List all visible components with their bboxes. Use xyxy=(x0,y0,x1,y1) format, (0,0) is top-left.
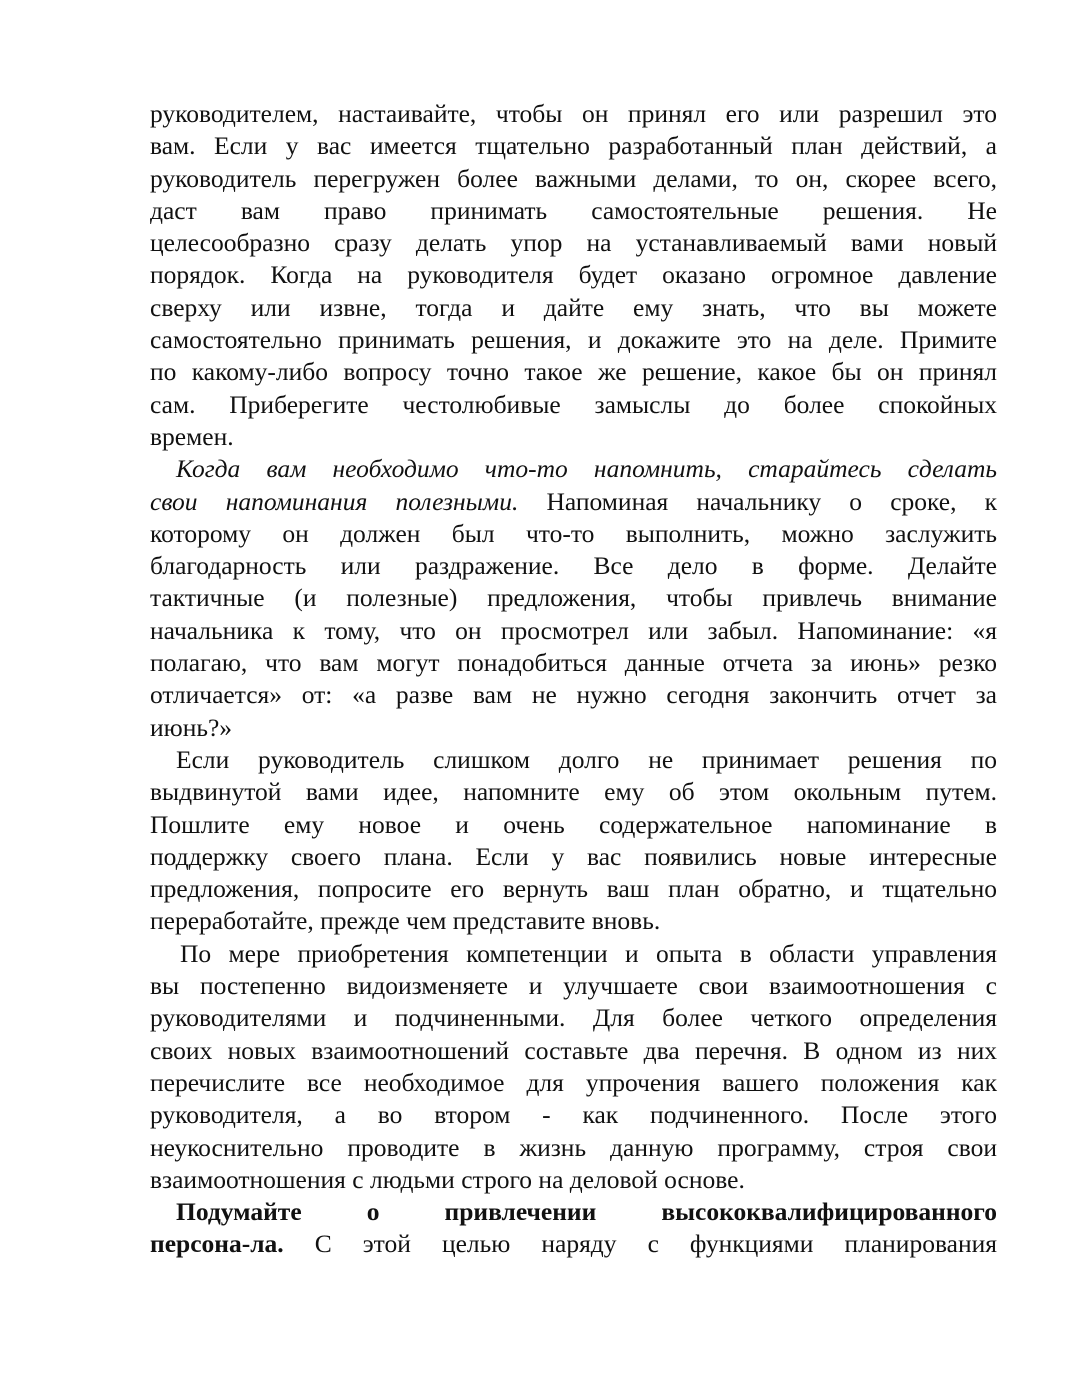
text-line: начальника к тому, что он просмотрел или забыл. Напоминание: «я xyxy=(150,615,997,645)
text-line: переработайте, прежде чем представите вновь. xyxy=(150,906,661,936)
text-line: целесообразно сразу делать упор на устанавливаемый вами новый xyxy=(150,228,997,258)
paragraph-1 xyxy=(150,98,997,453)
text-line: Пошлите ему новое и очень содержательное напоминание в xyxy=(150,809,997,839)
italic-lead-text: Когда вам необходимо что-то напомнить, старайтесь сделать xyxy=(176,454,997,484)
document-page xyxy=(150,98,997,1261)
text-line: Если руководитель слишком долго не принимает решения по xyxy=(176,744,997,774)
text-line: отличается» от: «а разве вам не нужно сегодня закончить отчет за xyxy=(150,680,997,710)
text-line: вам. Если у вас имеется тщательно разработанный план действий, а xyxy=(150,131,997,161)
text-line: самостоятельно принимать решения, и докажите это на деле. Примите xyxy=(150,325,997,355)
text-line: полагаю, что вам могут понадобиться данные отчета за июнь» резко xyxy=(150,648,997,678)
text-line: тактичные (и полезные) предложения, чтобы привлечь внимание xyxy=(150,583,997,613)
text-line: сам. Приберегите честолюбивые замыслы до более спокойных xyxy=(150,389,997,419)
text-line: сверху или извне, тогда и дайте ему знать, что вы можете xyxy=(150,292,997,322)
text-line: руководителями и подчиненными. Для более четкого определения xyxy=(150,1003,997,1033)
text-line: выдвинутой вами идее, напомните ему об этом окольным путем. xyxy=(150,777,997,807)
text-line: июнь?» xyxy=(150,712,233,742)
text-line xyxy=(150,1196,997,1228)
text-line: времен. xyxy=(150,421,234,451)
text-line: порядок. Когда на руководителя будет оказано огромное давление xyxy=(150,260,997,290)
text-line: неукоснительно проводите в жизнь данную программу, строя свои xyxy=(150,1132,997,1162)
text-line: предложения, попросите его вернуть ваш план обратно, и тщательно xyxy=(150,874,997,904)
text-line: руководитель перегружен более важными делами, то он, скорее всего, xyxy=(150,163,997,193)
text-line: перечислите все необходимое для упрочения вашего положения как xyxy=(150,1067,997,1097)
text-line: руководителя, а во втором - как подчиненного. После этого xyxy=(150,1100,997,1130)
text-line xyxy=(150,486,997,518)
regular-text: Напоминая начальнику о сроке, к xyxy=(518,486,997,516)
text-line xyxy=(150,453,997,485)
paragraph-4 xyxy=(150,938,997,1196)
text-line: По мере приобретения компетенции и опыта в области управления xyxy=(180,938,997,968)
text-line: взаимоотношения с людьми строго на деловой основе. xyxy=(150,1164,745,1194)
paragraph-2 xyxy=(150,453,997,744)
text-line: даст вам право принимать самостоятельные решения. Не xyxy=(150,195,997,225)
text-line: вы постепенно видоизменяете и улучшаете свои взаимоотношения с xyxy=(150,971,997,1001)
bold-heading-text: Подумайте о привлечении высококвалифицированного xyxy=(176,1197,997,1227)
paragraph-5 xyxy=(150,1196,997,1261)
text-line xyxy=(150,1228,997,1260)
paragraph-3 xyxy=(150,744,997,938)
text-line: по какому-либо вопросу точно такое же решение, какое бы он принял xyxy=(150,357,997,387)
text-line: своих новых взаимоотношений составьте два перечня. В одном из них xyxy=(150,1035,997,1065)
text-line: которому он должен был что-то выполнить, можно заслужить xyxy=(150,518,997,548)
italic-lead-text: свои напоминания полезными. xyxy=(150,486,519,516)
regular-text: С этой целью наряду с функциями планирования xyxy=(283,1229,997,1259)
text-line: благодарность или раздражение. Все дело в форме. Делайте xyxy=(150,551,997,581)
text-line: руководителем, настаивайте, чтобы он принял его или разрешил это xyxy=(150,99,997,128)
bold-heading-text: персона-ла. xyxy=(150,1229,284,1259)
text-line: поддержку своего плана. Если у вас появились новые интересные xyxy=(150,841,997,871)
